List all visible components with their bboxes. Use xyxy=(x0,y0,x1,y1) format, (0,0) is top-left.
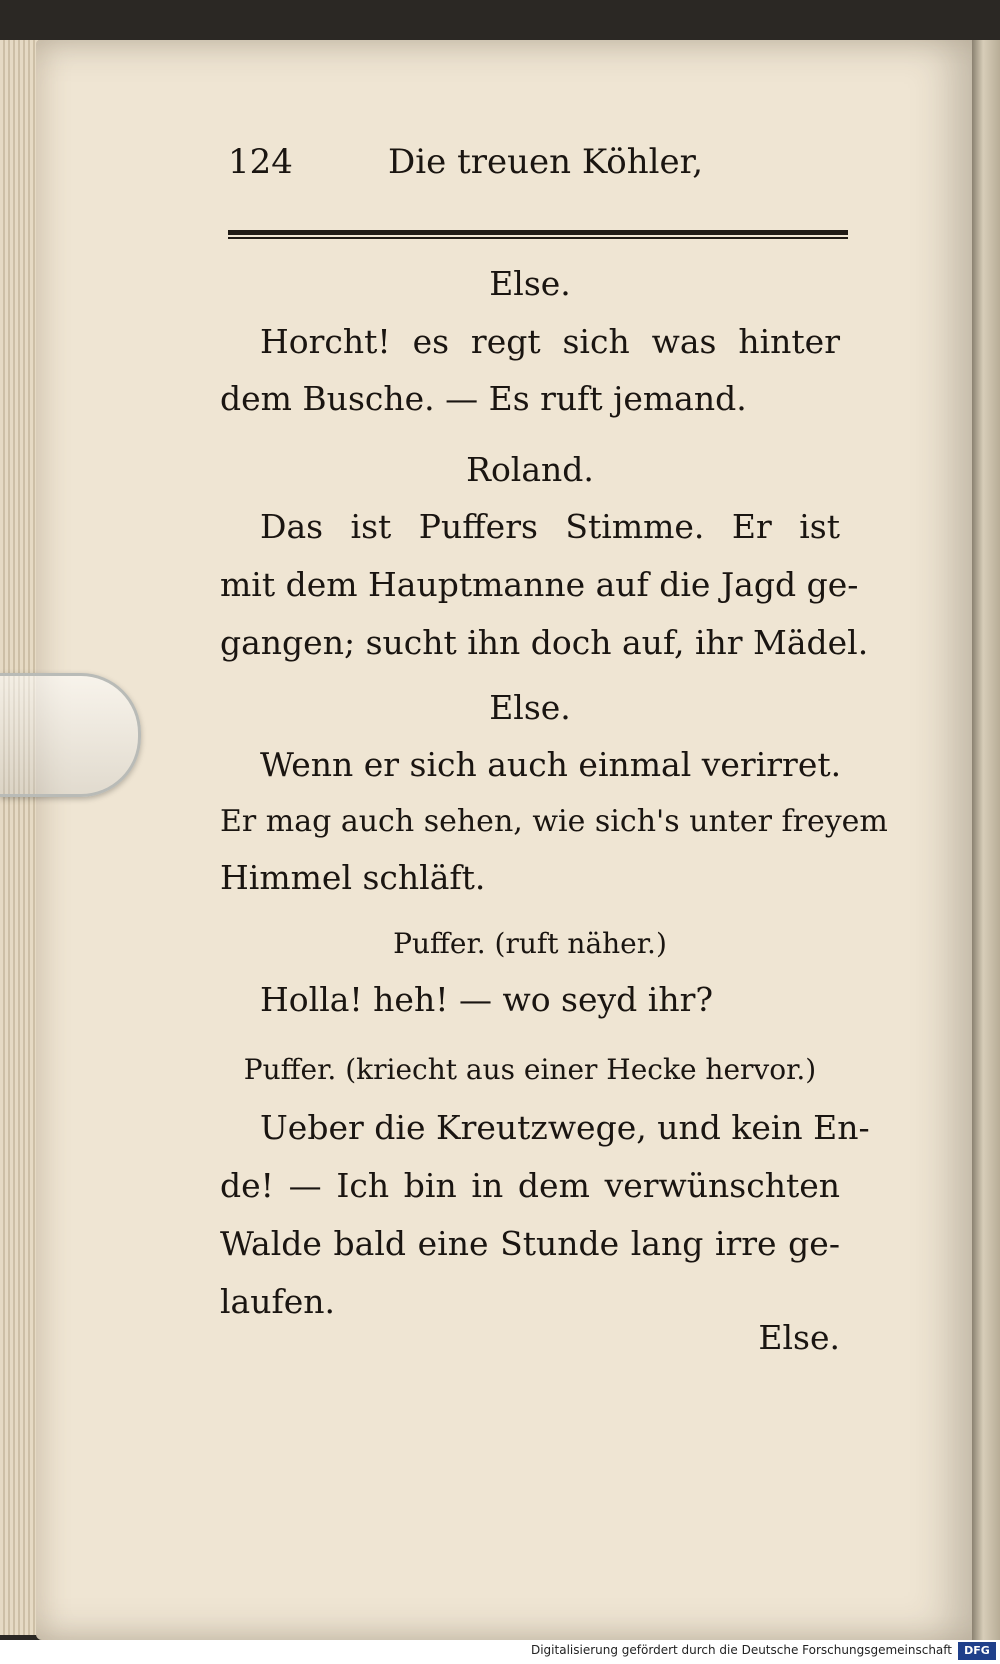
speaker-roland: Roland. xyxy=(466,450,594,489)
page-number: 124 xyxy=(228,142,293,182)
footer-credit: Digitalisierung gefördert durch die Deutsche Forschungsgemeinschaft xyxy=(530,1643,952,1657)
text-line: Horcht! es regt sich was hinter xyxy=(260,322,840,361)
dfg-logo: DFG xyxy=(958,1642,996,1660)
text-line: Walde bald eine Stunde lang irre ge- xyxy=(220,1224,840,1263)
speaker-else: Else. xyxy=(489,688,571,727)
text-line: Wenn er sich auch einmal verirret. xyxy=(260,745,842,784)
binding-edge xyxy=(972,40,1000,1640)
running-title: Die treuen Köhler, xyxy=(388,142,703,182)
text-line: laufen. xyxy=(220,1282,335,1321)
header-rule xyxy=(228,230,848,239)
speaker-puffer: Puffer. (ruft näher.) xyxy=(393,927,667,960)
text-line: de! — Ich bin in dem verwünschten xyxy=(220,1166,840,1205)
text-line: Holla! heh! — wo seyd ihr? xyxy=(260,980,714,1019)
text-line: gangen; sucht ihn doch auf, ihr Mädel. xyxy=(220,623,869,662)
catchword: Else. xyxy=(758,1318,840,1357)
digitization-footer xyxy=(0,1640,1000,1664)
text-line: Himmel schläft. xyxy=(220,858,486,897)
speaker-puffer: Puffer. (kriecht aus einer Hecke hervor.) xyxy=(243,1053,817,1086)
running-header xyxy=(228,142,788,188)
text-line: dem Busche. — Es ruft jemand. xyxy=(220,379,747,418)
text-line: mit dem Hauptmanne auf die Jagd ge- xyxy=(220,565,859,604)
text-line: Er mag auch sehen, wie sich's unter freyem xyxy=(220,804,888,839)
text-line: Ueber die Kreutzwege, und kein En- xyxy=(260,1108,870,1147)
plastic-clip xyxy=(0,673,141,797)
speaker-else: Else. xyxy=(489,264,571,303)
text-line: Das ist Puffers Stimme. Er ist xyxy=(260,507,840,546)
